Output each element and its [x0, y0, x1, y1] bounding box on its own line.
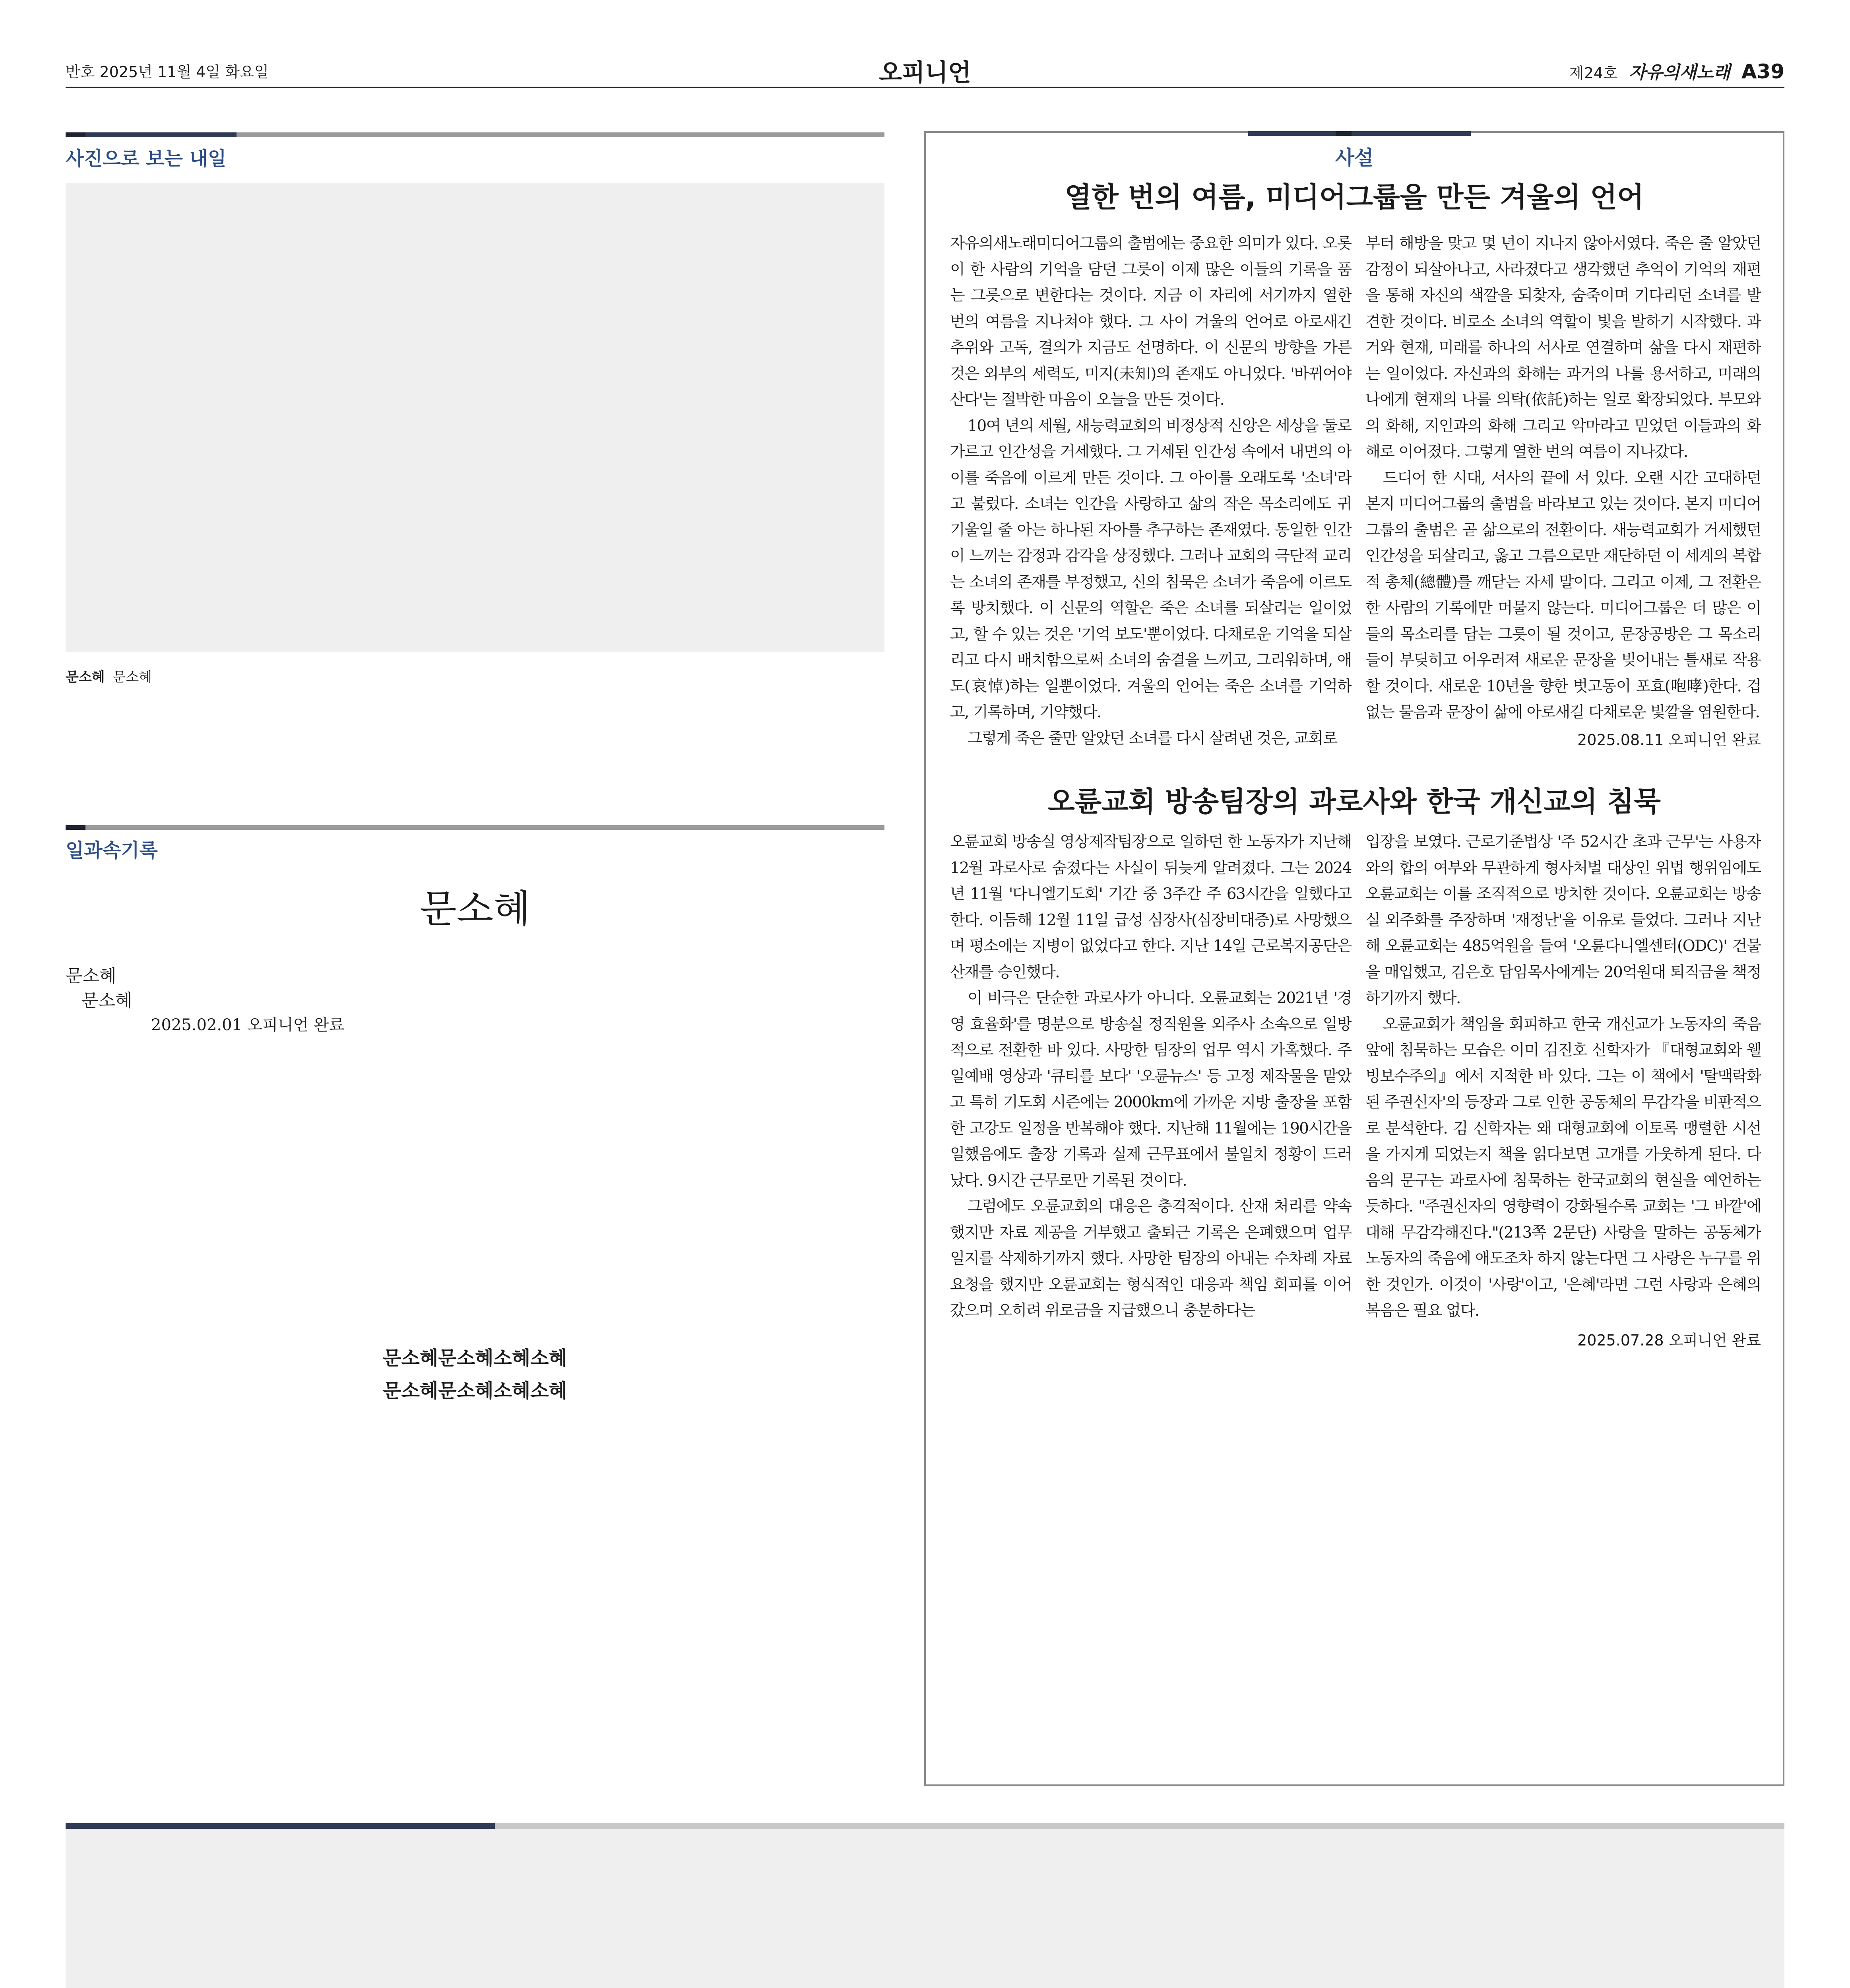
photo-section-title: 사진으로 보는 내일	[66, 148, 227, 170]
edition-number: 제24호	[1569, 64, 1618, 82]
editorial-1-headline: 열한 번의 여름, 미디어그룹을 만든 겨울의 언어	[1065, 181, 1644, 214]
editorial-2-column-1	[950, 829, 1352, 1354]
editorial-2-signoff: 2025.07.28 오피니언 완료	[1577, 1332, 1761, 1349]
column-section-title: 일과속기록	[66, 839, 158, 862]
issue-date: 반호 2025년 11월 4일 화요일	[66, 63, 269, 81]
section-bar-rest	[85, 825, 884, 830]
paragraph: 그렇게 죽은 줄만 알았던 소녀를 다시 살려낸 것은, 교회로	[968, 729, 1338, 747]
paragraph: 자유의새노래미디어그룹의 출범에는 중요한 의미가 있다. 오롯이 한 사람의 기억을 담던 그릇이 이제 많은 이들의 기록을 품는 그릇으로 변한다는 것이다. 지금 이 자리에 서기까지 열한 번의 여름을 지나쳐야 했다. 그 사이 겨울의 언어로 아로새긴 추위와 고독, 결의가 지금도 선명하다. 이 신문의 방향을 가른 것은 외부의 세력도, 미지(未知)의 존재도 아니었다. '바뀌어야 산다'는 절박한 마음이 오늘을 만든 것이다.	[950, 235, 1352, 409]
editorial-1-column-2	[1365, 231, 1761, 728]
paragraph: 입장을 보였다. 근로기준법상 '주 52시간 초과 근무'는 사용자와의 합의 여부와 무관하게 형사처벌 대상인 위법 행위임에도 오륜교회는 이를 조직적으로 방치한 것이다. 오륜교회는 방송실 외주화를 주장하며 '재정난'을 이유로 들었다. 그러나 지난해 오륜교회는 485억원을 들여 '오륜다니엘센터(ODC)' 건물을 매입했고, 김은호 담임목사에게는 20억원대 퇴직금을 책정하기까지 했다.	[1365, 833, 1761, 1007]
paragraph: 부터 해방을 맞고 몇 년이 지나지 않아서였다. 죽은 줄 알았던 감정이 되살아나고, 사라졌다고 생각했던 추억이 기억의 재편을 통해 자신의 색깔을 되찾자, 숨죽이며 기다리던 소녀를 발견한 것이다. 비로소 소녀의 역할이 빛을 발하기 시작했다. 과거와 현재, 미래를 하나의 서사로 연결하며 삶을 다시 재편하는 일이었다. 자신과의 화해는 과거의 나를 용서하고, 미래의 나에게 현재의 나를 의탁(依託)하는 일로 확장되었다. 부모와의 화해, 지인과의 화해 그리고 악마라고 믿었던 이들과의 화해로 이어졌다. 그렇게 열한 번의 여름이 지나갔다.	[1365, 235, 1761, 461]
paragraph: 드디어 한 시대, 서사의 끝에 서 있다. 오랜 시간 고대하던 본지 미디어그룹의 출범을 바라보고 있는 것이다. 본지 미디어그룹의 출범은 곧 삶으로의 전환이다. 새능력교회가 거세했던 인간성을 되살리고, 옳고 그름으로만 재단하던 이 세계의 복합적 총체(總體)를 깨닫는 자세 말이다. 그리고 이제, 그 전환은 한 사람의 기록에만 머물지 않는다. 미디어그룹은 더 많은 이들의 목소리를 담는 그릇이 될 것이고, 문장공방은 그 목소리들이 부딪히고 어우러져 새로운 문장을 빚어내는 틀새로 작용할 것이다. 새로운 10년을 향한 벗고동이 포효(咆哮)한다. 겁없는 물음과 문장이 삶에 아로새길 다채로운 빛깔을 염원한다.	[1365, 469, 1761, 721]
paragraph: 오륜교회 방송실 영상제작팀장으로 일하던 한 노동자가 지난해 12월 과로사로 숨졌다는 사실이 뒤늦게 알려졌다. 그는 2024년 11월 '다니엘기도회' 기간 중 3주간 주 63시간을 일했다고 한다. 이듬해 12월 11일 급성 심장사(심장비대증)로 사망했으며 평소에는 지병이 없었다고 한다. 지난 14일 근로복지공단은 산재를 승인했다.	[950, 833, 1352, 981]
editorial-bar-right	[1352, 131, 1471, 136]
editorial-1-signoff: 2025.08.11 오피니언 완료	[1577, 731, 1761, 749]
advertisement-placeholder	[66, 1829, 1784, 1988]
header-rule	[66, 87, 1784, 88]
section-bar-accent	[66, 132, 85, 137]
bottom-bar-rest	[495, 1823, 1784, 1829]
editorial-2-column-2	[1365, 829, 1761, 1326]
bottom-bar-accent	[66, 1823, 495, 1829]
paragraph: 오륜교회가 책임을 회피하고 한국 개신교가 노동자의 죽음 앞에 침묵하는 모습은 이미 김진호 신학자가 『대형교회와 웰빙보수주의』에서 지적한 바 있다. 그는 이 책에서 '탈맥락화된 주권신자'의 등장과 그로 인한 공동체의 무감각을 비판적으로 분석한다. 김 신학자는 왜 대형교회에 이토록 맹렬한 시선을 가지게 되었는지 책을 읽다보면 고개를 가웃하게 된다. 다음의 문구는 과로사에 침묵하는 한국교회의 현실을 예언하는 듯하다. "주권신자의 영향력이 강화될수록 교회는 '그 바깥'에 대해 무감각해진다."(213쪽 2문단) 사랑을 말하는 공동체가 노동자의 죽음에 애도조차 하지 않는다면 그 사랑은 누구를 위한 것인가. 이것이 '사랑'이고, '은혜'라면 그런 사랑과 은혜의 복음은 필요 없다.	[1365, 1015, 1761, 1320]
photo-caption-text: 문소혜	[112, 669, 152, 685]
masthead-logo: 자유의새노래	[1629, 62, 1730, 83]
photo-placeholder	[66, 183, 884, 652]
column-line-1: 문소혜	[66, 966, 116, 986]
editorial-2-headline: 오륜교회 방송팀장의 과로사와 한국 개신교의 침묵	[1048, 785, 1661, 818]
paragraph: 이 비극은 단순한 과로사가 아니다. 오륜교회는 2021년 '경영 효율화'를 명분으로 방송실 정직원을 외주사 소속으로 일방적으로 전환한 바 있다. 사망한 팀장의 업무 역시 가혹했다. 주일예배 영상과 '큐티를 보다' '오륜뉴스' 등 고정 제작물을 맡았고 특히 기도회 시즌에는 2000km에 가까운 지방 출장을 포함한 고강도 일정을 반복해야 했다. 지난해 11월에는 190시간을 일했음에도 출장 기록과 실제 근무표에서 불일치 정황이 드러났다. 9시간 근무로만 기록된 것이다.	[950, 989, 1352, 1190]
section-bar-accent	[66, 825, 85, 830]
page-number: A39	[1741, 60, 1784, 83]
column-repeat-text	[66, 1342, 884, 1407]
column-repeat-line-2: 문소혜문소혜소혜소혜	[383, 1380, 567, 1402]
paragraph: 그럼에도 오륜교회의 대응은 충격적이다. 산재 처리를 약속했지만 자료 제공을 거부했고 출퇴근 기록은 은폐했으며 업무일지를 삭제하기까지 했다. 사망한 팀장의 아내는 수차례 자료 요청을 했지만 오륜교회는 형식적인 대응과 책임 회피를 이어갔으며 오히려 위로금을 지급했으니 충분하다는	[950, 1198, 1352, 1320]
photo-caption-label: 문소혜	[66, 669, 105, 685]
editorial-label: 사설	[1335, 146, 1374, 169]
column-line-2: 문소혜	[81, 990, 132, 1011]
editorial-bar-accent	[1336, 131, 1352, 136]
section-bar-rest	[237, 132, 884, 137]
section-title: 오피니언	[879, 59, 971, 87]
editorial-1-column-1	[950, 231, 1352, 755]
masthead-group	[1569, 58, 1784, 83]
paragraph: 10여 년의 세월, 새능력교회의 비정상적 신앙은 세상을 둘로 가르고 인간성을 거세했다. 그 거세된 인간성 속에서 내면의 아이를 죽음에 이르게 만든 것이다. 그 아이를 오래도록 '소녀'라고 불렀다. 소녀는 인간을 사랑하고 삶의 작은 목소리에도 귀 기울일 줄 아는 하나된 자아를 추구하는 존재였다. 동일한 인간이 느끼는 감정과 감각을 상징했다. 그러나 교회의 극단적 교리는 소녀의 존재를 부정했고, 신의 침묵은 소녀가 죽음에 이르도록 방치했다. 이 신문의 역할은 죽은 소녀를 되살리는 일이었고, 할 수 있는 것은 '기억 보도'뿐이었다. 다채로운 기억을 되살리고 다시 배치함으로써 소녀의 숨결을 느끼고, 그리워하며, 애도(哀悼)하는 일뿐이었다. 겨울의 언어는 죽은 소녀를 기억하고, 기록하며, 기약했다.	[950, 417, 1352, 721]
column-repeat-line-1: 문소혜문소혜소혜소혜	[383, 1347, 567, 1369]
editorial-bar-left	[1248, 131, 1336, 136]
section-bar-mid	[85, 132, 237, 137]
column-author-big: 문소혜	[419, 887, 531, 931]
column-status: 2025.02.01 오피니언 완료	[151, 1016, 345, 1034]
photo-caption	[66, 666, 152, 685]
